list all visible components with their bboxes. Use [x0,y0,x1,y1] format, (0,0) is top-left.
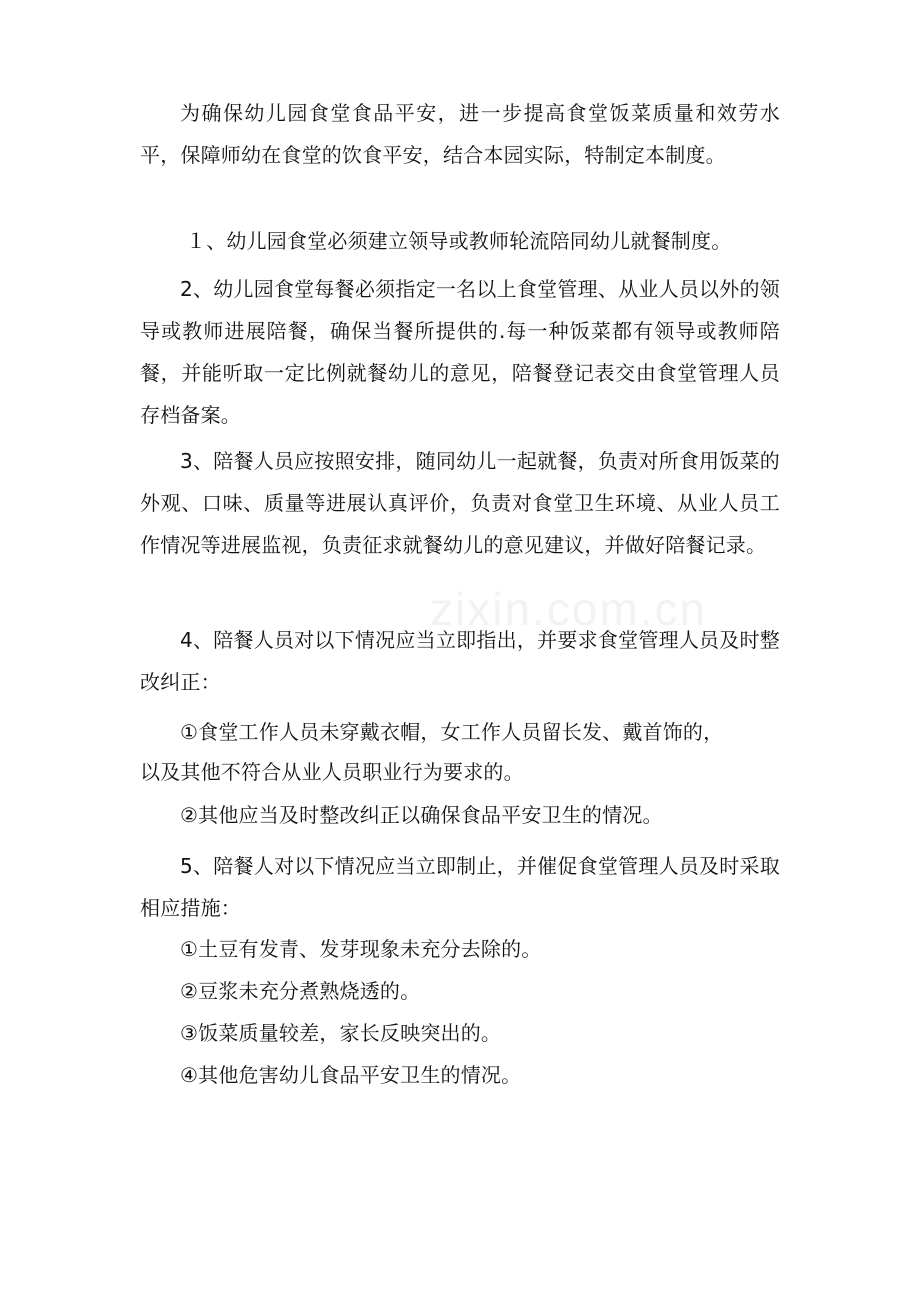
item-5-sub-4: ④其他危害幼儿食品平安卫生的情况。 [180,1063,522,1087]
item-4-sub-1-line-1: ①食堂工作人员未穿戴衣帽，女工作人员留长发、戴首饰的， [180,720,724,744]
item-5-sub-2: ②豆浆未充分煮熟烧透的。 [180,979,421,1003]
intro-paragraph: 为确保幼儿园食堂食品平安，进一步提高食堂饭菜质量和效劳水平，保障师幼在食堂的饮食平安，结合本园实际，特制定本制度。 [140,101,780,167]
item-4-sub-2: ②其他应当及时整改纠正以确保食品平安卫生的情况。 [180,803,663,827]
item-1: １、幼儿园食堂必须建立领导或教师轮流陪同幼儿就餐制度。 [186,229,732,253]
item-5: 5、陪餐人对以下情况应当立即制止，并催促食堂管理人员及时采取相应措施： [140,854,780,920]
item-5-sub-1: ①土豆有发青、发芽现象未充分去除的。 [180,937,542,961]
item-4: 4、陪餐人员对以下情况应当立即指出，并要求食堂管理人员及时整改纠正： [140,628,780,694]
item-2: 2、幼儿园食堂每餐必须指定一名以上食堂管理、从业人员以外的领导或教师进展陪餐，确保当餐所提供的.每一种饭菜都有领导或教师陪餐，并能听取一定比例就餐幼儿的意见，陪餐登记表交由食堂管理人员存档备案。 [140,277,780,427]
item-5-sub-3: ③饭菜质量较差，家长反映突出的。 [180,1021,502,1045]
watermark: zixin.com.cn [430,583,708,635]
item-4-sub-1-line-2: 以及其他不符合从业人员职业行为要求的。 [140,760,524,784]
item-3: 3、陪餐人员应按照安排，随同幼儿一起就餐，负责对所食用饭菜的外观、口味、质量等进展认真评价，负责对食堂卫生环境、从业人员工作情况等进展监视，负责征求就餐幼儿的意见建议，并做好陪餐记录。 [140,449,780,557]
